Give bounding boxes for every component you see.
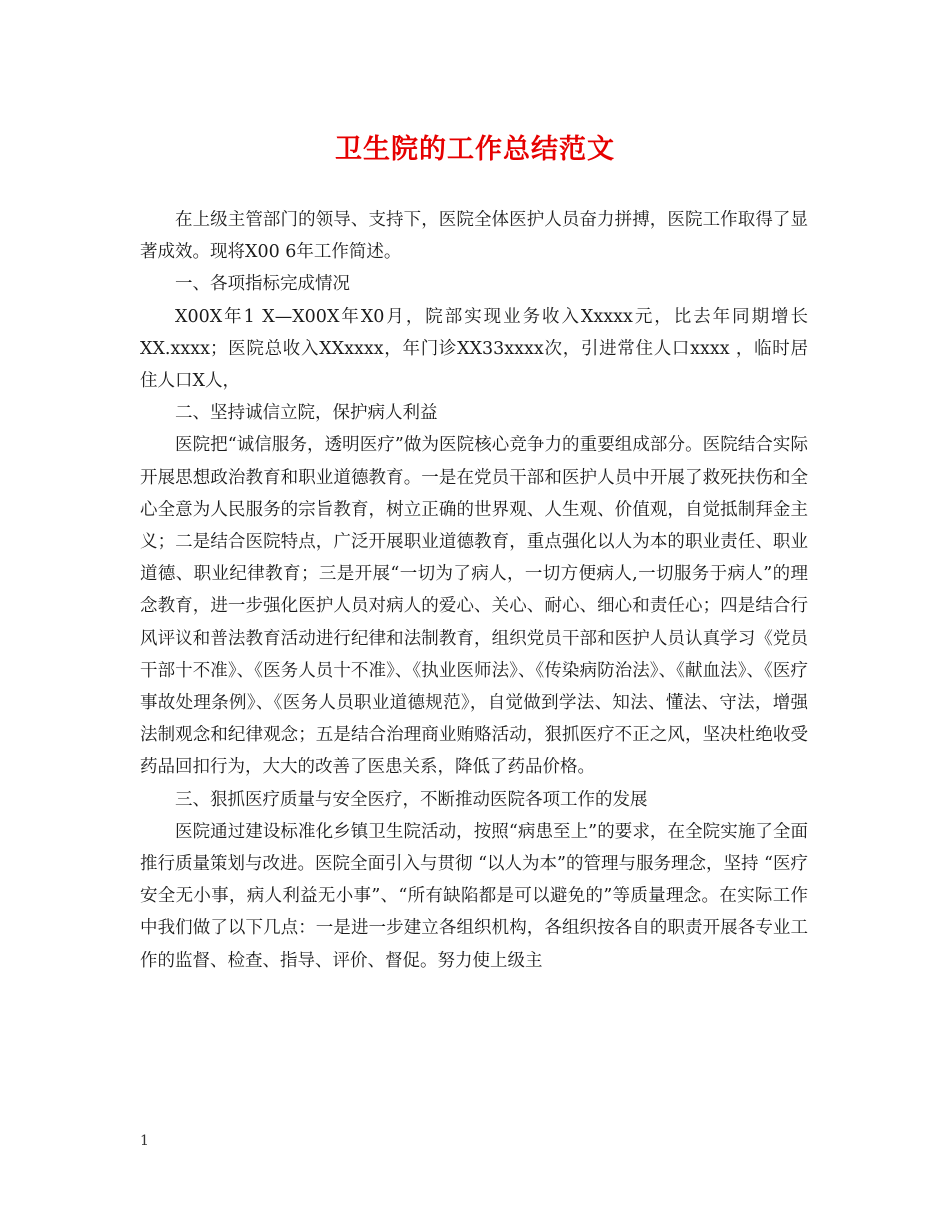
paragraph-intro: 在上级主管部门的领导、支持下，医院全体医护人员奋力拼搏，医院工作取得了显著成效。现将X00 6年工作简述。 — [140, 210, 808, 263]
document-body — [140, 204, 808, 977]
paragraph-indicators: X00X年1 X—X00X年X0月，院部实现业务收入Xxxxx元，比去年同期增长XX.xxxx；医院总收入XXxxxx，年门诊XX33xxxx次，引进常住人口xxxx ，临时居住人口X人， — [140, 306, 808, 392]
document-title: 卫生院的工作总结范文 — [335, 134, 615, 165]
page-number: 1 — [140, 1133, 149, 1149]
paragraph-quality: 医院通过建设标准化乡镇卫生院活动，按照“病患至上”的要求，在全院实施了全面推行质量策划与改进。医院全面引入与贯彻 “以人为本”的管理与服务理念，坚持 “医疗安全无小事，病人利益无小事”、“所有缺陷都是可以避免的”等质量理念。在实际工作中我们做了以下几点：一是进一步建立各组织机构，各组织按各自的职责开展各专业工作的监督、检查、指导、评价、督促。努力使上级主 — [140, 821, 808, 971]
section-heading-1: 一、各项指标完成情况 — [175, 274, 350, 295]
section-heading-3: 三、狠抓医疗质量与安全医疗，不断推动医院各项工作的发展 — [175, 789, 648, 810]
paragraph-integrity: 医院把“诚信服务，透明医疗”做为医院核心竞争力的重要组成部分。医院结合实际开展思想政治教育和职业道德教育。一是在党员干部和医护人员中开展了救死扶伤和全心全意为人民服务的宗旨教育，树立正确的世界观、人生观、价值观，自觉抵制拜金主义；二是结合医院特点，广泛开展职业道德教育，重点强化以人为本的职业责任、职业道德、职业纪律教育；三是开展“一切为了病人，一切方便病人,一切服务于病人”的理念教育，进一步强化医护人员对病人的爱心、关心、耐心、细心和责任心；四是结合行风评议和普法教育活动进行纪律和法制教育，组织党员干部和医护人员认真学习《党员干部十不准》、《医务人员十不准》、《执业医师法》、《传染病防治法》、《献血法》、《医疗事故处理条例》、《医务人员职业道德规范》，自觉做到学法、知法、懂法、守法，增强法制观念和纪律观念；五是结合治理商业贿赂活动，狠抓医疗不正之风，坚决杜绝收受药品回扣行为，大大的改善了医患关系，降低了药品价格。 — [140, 435, 808, 778]
section-heading-2: 二、坚持诚信立院，保护病人利益 — [175, 403, 438, 424]
